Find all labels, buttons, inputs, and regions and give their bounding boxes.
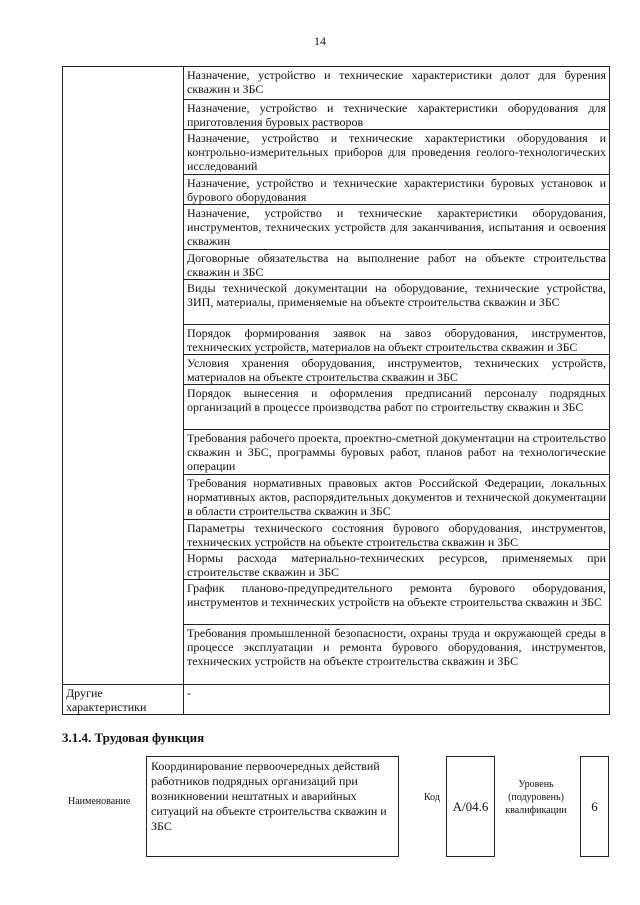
page-number: 14 [314, 34, 326, 48]
knowledge-item: Назначение, устройство и технические характеристики оборудования, инструментов, технических устройств для заканчивания, испытания и освоения скважин [184, 205, 610, 250]
knowledge-item: Условия хранения оборудования, инструментов, технических устройств, материалов на объекте строительства скважин и ЗБС [184, 355, 610, 385]
function-code: А/04.6 [446, 756, 495, 857]
knowledge-item: Назначение, устройство и технические характеристики оборудования и контрольно-измерительных приборов для проведения геолого-технологических исследований [184, 130, 610, 175]
knowledge-item: График планово-предупредительного ремонта бурового оборудования, инструментов и технических устройств на объекте строительства скважин и ЗБС [184, 580, 610, 625]
knowledge-item: Требования нормативных правовых актов Российской Федерации, локальных нормативных актов, распорядительных документов и технической документации в области строительства скважин и ЗБС [184, 475, 610, 520]
other-characteristics-value: - [184, 685, 610, 715]
knowledge-item: Порядок формирования заявок на завоз оборудования, инструментов, технических устройств, материалов на объект строительства скважин и ЗБС [184, 325, 610, 355]
knowledge-item: Назначение, устройство и технические характеристики буровых установок и бурового оборудования [184, 175, 610, 205]
blank-cell [63, 67, 184, 685]
section-heading: 3.1.4. Трудовая функция [62, 730, 205, 745]
knowledge-item: Нормы расхода материально-технических ресурсов, применяемых при строительстве скважин и ЗБС [184, 550, 610, 580]
function-name: Координирование первоочередных действий работников подрядных организаций при возникновении нештатных и аварийных ситуаций на объекте строительства скважин и ЗБС [146, 756, 399, 857]
knowledge-table [62, 66, 610, 715]
knowledge-item: Договорные обязательства на выполнение работ на объекте строительства скважин и ЗБС [184, 250, 610, 280]
name-label: Наименование [68, 796, 131, 807]
other-characteristics-label: Другие характеристики [63, 685, 184, 715]
labor-function-header [62, 756, 610, 859]
qualification-level-label: Уровень (подуровень) квалификации [505, 779, 567, 816]
knowledge-item: Виды технической документации на оборудование, технические устройства, ЗИП, материалы, применяемые на объекте строительства скважин и ЗБС [184, 280, 610, 325]
knowledge-item: Назначение, устройство и технические характеристики долот для бурения скважин и ЗБС [184, 67, 610, 100]
knowledge-item: Требования промышленной безопасности, охраны труда и окружающей среды в процессе эксплуатации и ремонта бурового оборудования, инструментов, технических устройств на объекте строительства скважин и ЗБС [184, 625, 610, 685]
knowledge-item: Назначение, устройство и технические характеристики оборудования для приготовления буровых растворов [184, 100, 610, 130]
code-label: Код [424, 792, 440, 803]
knowledge-item: Параметры технического состояния бурового оборудования, инструментов, технических устройств на объекте строительства скважин и ЗБС [184, 520, 610, 550]
knowledge-item: Требования рабочего проекта, проектно-сметной документации на строительство скважин и ЗБС, программы буровых работ, планов работ на технологические операции [184, 430, 610, 475]
table-row [63, 685, 610, 715]
qualification-level: 6 [580, 756, 609, 857]
knowledge-item: Порядок вынесения и оформления предписаний персоналу подрядных организаций в процессе производства работ по строительству скважин и ЗБС [184, 385, 610, 430]
table-row [63, 67, 610, 100]
